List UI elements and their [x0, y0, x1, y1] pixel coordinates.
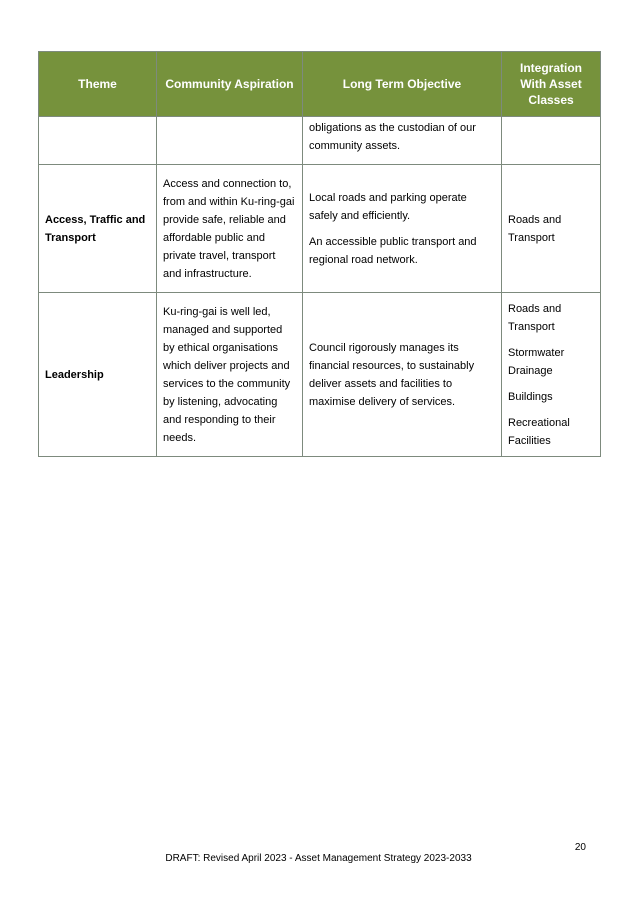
- cell-assets: [502, 165, 601, 293]
- objective-text: An accessible public transport and regional road network.: [309, 235, 477, 266]
- header-community-aspiration: Community Aspiration: [157, 52, 303, 117]
- cell-theme: Access, Traffic and Transport: [39, 165, 157, 293]
- header-theme: Theme: [39, 52, 157, 117]
- objective-text: Council rigorously manages its financial resources, to sustainably deliver assets and facilities to maximise delivery of services.: [309, 341, 475, 408]
- header-long-term-objective: Long Term Objective: [303, 52, 502, 117]
- asset-class: Roads and Transport: [508, 213, 562, 244]
- objective-text: Local roads and parking operate safely and efficiently.: [309, 191, 467, 222]
- cell-aspiration: [157, 117, 303, 165]
- cell-objective: [303, 293, 502, 457]
- cell-aspiration: Access and connection to, from and within Ku-ring-gai provide safe, reliable and affordable public and private travel, transport and infrastructure.: [157, 165, 303, 293]
- asset-class: Buildings: [508, 390, 553, 403]
- table-row-leadership: [39, 293, 601, 457]
- cell-assets: [502, 293, 601, 457]
- asset-class: Roads and Transport: [508, 302, 562, 333]
- asset-strategy-table: [38, 51, 601, 457]
- cell-theme: [39, 117, 157, 165]
- asset-class: Stormwater Drainage: [508, 346, 565, 377]
- cell-objective: obligations as the custodian of our community assets.: [303, 117, 502, 165]
- cell-assets: [502, 117, 601, 165]
- page-number: 20: [574, 842, 586, 853]
- header-integration-asset-classes: Integration With Asset Classes: [502, 52, 601, 117]
- asset-class: Recreational Facilities: [508, 416, 570, 447]
- cell-objective: [303, 165, 502, 293]
- table-row-continuation: [39, 117, 601, 165]
- table-row-access-traffic-transport: [39, 165, 601, 293]
- table-header-row: [39, 52, 601, 117]
- cell-theme: Leadership: [39, 293, 157, 457]
- cell-aspiration: Ku-ring-gai is well led, managed and supported by ethical organisations which deliver projects and services to the community by listening, advocating and responding to their needs.: [157, 293, 303, 457]
- page-footer: DRAFT: Revised April 2023 - Asset Management Strategy 2023-2033: [165, 853, 472, 864]
